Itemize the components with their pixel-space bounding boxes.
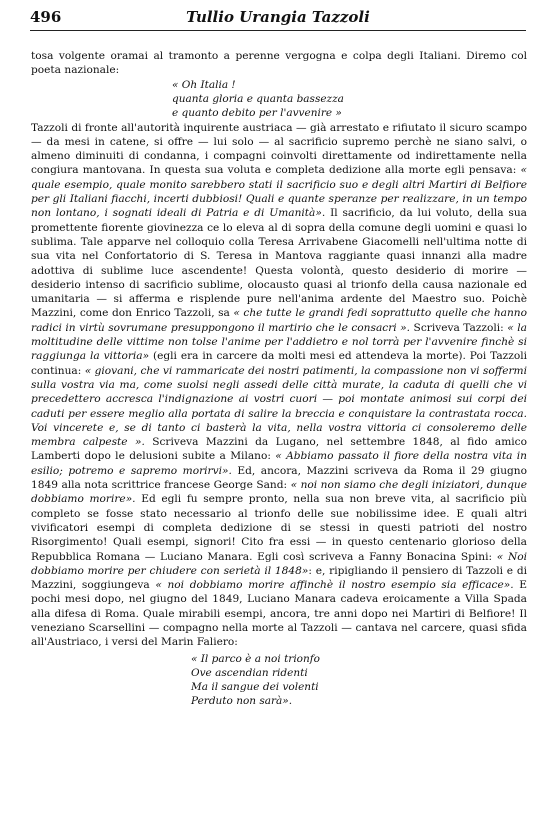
verse-line: « Il parco è a noi trionfo bbox=[191, 652, 320, 665]
verse-quote-2 bbox=[191, 652, 527, 708]
page-header bbox=[30, 8, 526, 31]
quotation: « la moltitudine delle vittime non tolse l'anime per l'addietro e nol torrà per l'avvenire finchè si raggiunga la vittoria» bbox=[31, 321, 527, 363]
quotation: « Noi dobbiamo morire per chiudere con serietà il 1848» bbox=[31, 550, 527, 577]
quotation: « Abbiamo passato il fiore della nostra vita in esilio; potremo e sapremo morirvi». bbox=[31, 450, 527, 477]
verse-line: Ma il sangue dei volenti bbox=[191, 680, 319, 693]
verse-line: e quanto debito per l'avvenire » bbox=[172, 106, 342, 119]
text-segment: E pochi mesi dopo, nel giugno del 1849, Luciano Manara cadeva eroicamente a Villa Spada alla difesa di Roma. Quale mirabili esempi, ancora, tre anni dopo nei Martiri di Belfiore! Il veneziano Scarsellini — compagno nella morte al Tazzoli — cantava nel carcere, quasi sfida all'Austriaco, i versi del Marin Faliero: bbox=[31, 579, 527, 649]
quotation: « quale esempio, quale monito sarebbero stati il sacrificio suo e degli altri Martiri di Belfiore per gli Italiani fiacchi, incerti dubbiosi! Quali e quante speranze per realizzare, in un tempo non lontano, i sognati ideali di Patria e di Umanità». bbox=[31, 164, 527, 220]
text-segment: Ed egli fu sempre pronto, nella sua non breve vita, al sacrificio più completo se fosse stato necessario al trionfo delle sue nobilissime idee. E quali altri vivificatori esempi di completa dedizione di se stessi in questi patrioti del nostro Risorgimento! Quali esempi, signori! Cito fra essi — in questo centenario glorioso della Repubblica Romana — Luciano Manara. Egli così scriveva a Fanny Bonacina Spini: bbox=[31, 493, 528, 563]
quotation: « giovani, che vi rammaricate dei nostri patimenti, la compassione non vi soffermi sulla vostra via ma, come suolsi negli assedi delle città murate, la caduta di quelli che vi precedettero accresca l'indignazione ai vostri cuori — poi montate animosi sui corpi dei caduti per essere meglio alla portata di salire la breccia e conquistare la contrastata rocca. Voi vincerete e, se di tanto ci basterà la vita, nella vostra vittoria ci consoleremo delle membra calpeste ». bbox=[31, 364, 527, 449]
quotation: « noi non siamo che degli iniziatori, dunque dobbiamo morire». bbox=[31, 479, 527, 506]
verse-line: « Oh Italia ! bbox=[172, 78, 236, 91]
verse-line: Perduto non sarà». bbox=[191, 694, 293, 707]
page-number: 496 bbox=[30, 8, 62, 26]
text-segment: Il sacrificio, da lui voluto, della sua promettente fiorente giovinezza ce lo eleva al di sopra della comune degli uomini e quasi lo sublima. Tale apparve nel colloquio colla Teresa Arrivabene Giacomelli nell'ultima notte di sua vita nel Confortatorio di S. Teresa in Mantova raggiante quasi innanzi alla madre adottiva di sublime luce ascendente! Questa volontà, questo desiderio di morire — desiderio intenso di sacrificio sublime, olocausto quasi al trionfo della causa nazionale ed umanitaria — si afferma e risplende pure nell'anima ardente del Maestro suo. Poichè Mazzini, come don Enrico Tazzoli, sa bbox=[31, 207, 527, 320]
verse-quote-1 bbox=[172, 78, 527, 120]
verse-line: quanta gloria e quanta bassezza bbox=[172, 92, 344, 105]
text-segment: Scriveva Tazzoli: bbox=[410, 321, 508, 334]
text-segment: Ed, ancora, Mazzini scriveva da Roma il 29 giugno 1849 alla nota scrittrice francese George Sand: bbox=[31, 464, 527, 492]
quotation: « noi dobbiamo morire affinchè il nostro esempio sia efficace». bbox=[155, 579, 514, 592]
text-segment: Scriveva Mazzini da Lugano, nel settembre 1848, al fido amico Lamberti dopo le delusioni subite a Milano: bbox=[31, 436, 527, 463]
paragraph-1: tosa volgente oramai al tramonto a perenne vergogna e colpa degli Italiani. Diremo col poeta nazionale: bbox=[31, 50, 527, 77]
text-segment: : e, ripigliando il pensiero di Tazzoli e di Mazzini, soggiungeva bbox=[31, 564, 528, 592]
verse-line: Ove ascendian ridenti bbox=[191, 666, 308, 679]
running-title: Tullio Urangia Tazzoli bbox=[186, 8, 370, 26]
text-segment: (egli era in carcere da molti mesi ed attendeva la morte). Poi Tazzoli continua: bbox=[31, 350, 527, 377]
text-segment: Tazzoli di fronte all'autorità inquirente austriaca — già arrestato e rifiutato il sicuro scampo — da mesi in catene, si offre — lui solo — al sacrificio supremo perchè ne siano salvi, o almeno diminuiti di condanna, i compagni coinvolti direttamente od indirettamente nella congiura mantovana. In questa sua voluta e completa dedizione alla morte egli pensava: bbox=[31, 121, 527, 177]
paragraph-2 bbox=[31, 121, 527, 650]
quotation: « che tutte le grandi fedi soprattutto quelle che hanno radici in virtù sovrumane presuppongono il martirio che le consacri ». bbox=[31, 307, 527, 334]
body-text bbox=[31, 49, 527, 708]
